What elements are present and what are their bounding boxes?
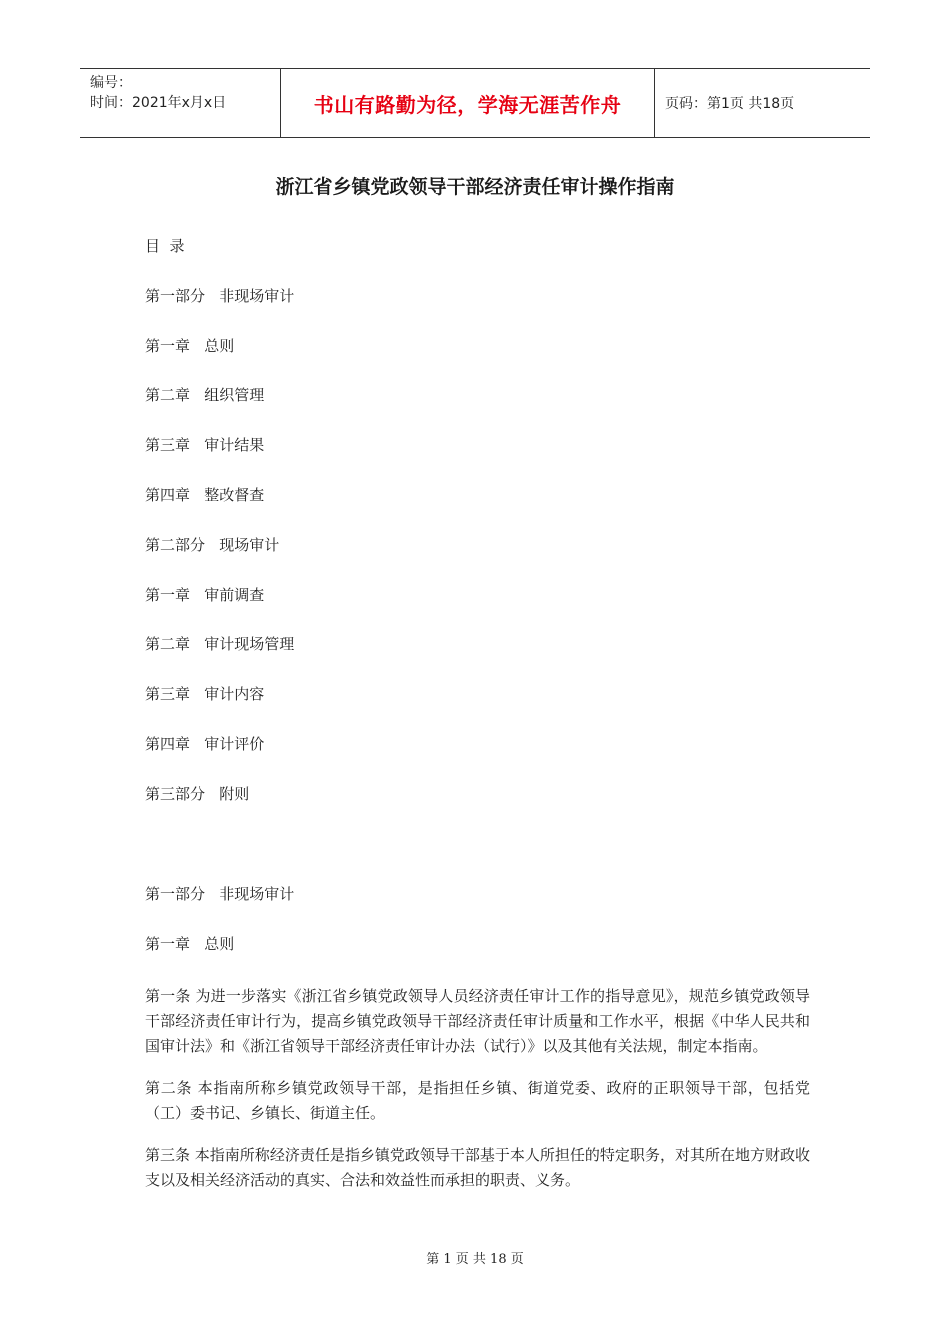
document-title: 浙江省乡镇党政领导干部经济责任审计操作指南 bbox=[275, 176, 675, 198]
toc-item: 第四章 审计评价 bbox=[145, 734, 265, 753]
toc-item: 第二部分 现场审计 bbox=[145, 535, 280, 554]
table-of-contents bbox=[145, 236, 815, 834]
toc-item: 第二章 组织管理 bbox=[145, 386, 265, 405]
toc-heading: 目 录 bbox=[145, 237, 185, 255]
toc-item: 第三章 审计结果 bbox=[145, 436, 265, 455]
page-footer: 第 1 页 共 18 页 bbox=[426, 1252, 524, 1267]
header-meta bbox=[80, 69, 281, 137]
toc-item: 第一部分 非现场审计 bbox=[145, 286, 295, 305]
page-header bbox=[80, 68, 870, 138]
document-number-label: 编号： bbox=[90, 75, 132, 91]
header-motto: 书山有路勤为径，学海无涯苦作舟 bbox=[281, 69, 655, 137]
toc-item: 第一章 审前调查 bbox=[145, 585, 265, 604]
chapter-heading: 第一章 总则 bbox=[145, 934, 235, 953]
header-page-info: 页码：第1页 共18页 bbox=[665, 96, 795, 112]
article-paragraph: 第三条 本指南所称经济责任是指乡镇党政领导干部基于本人所担任的特定职务，对其所在地方财政收支以及相关经济活动的真实、合法和效益性而承担的职责、义务。 bbox=[145, 1145, 810, 1189]
toc-item: 第四章 整改督查 bbox=[145, 485, 265, 504]
toc-item: 第三章 审计内容 bbox=[145, 685, 265, 704]
article-paragraph: 第一条 为进一步落实《浙江省乡镇党政领导人员经济责任审计工作的指导意见》，规范乡镇党政领导干部经济责任审计行为，提高乡镇党政领导干部经济责任审计质量和工作水平，根据《中华人民共和国审计法》和《浙江省领导干部经济责任审计办法（试行）》以及其他有关法规，制定本指南。 bbox=[145, 986, 810, 1055]
toc-item: 第一章 总则 bbox=[145, 336, 235, 355]
toc-item: 第三部分 附则 bbox=[145, 784, 250, 803]
toc-item: 第二章 审计现场管理 bbox=[145, 635, 295, 654]
document-time-label: 时间：2021年x月x日 bbox=[90, 95, 227, 111]
part-heading: 第一部分 非现场审计 bbox=[145, 885, 295, 903]
document-body bbox=[145, 884, 810, 1210]
article-paragraph: 第二条 本指南所称乡镇党政领导干部，是指担任乡镇、街道党委、政府的正职领导干部，包括党（工）委书记、乡镇长、街道主任。 bbox=[145, 1078, 810, 1122]
